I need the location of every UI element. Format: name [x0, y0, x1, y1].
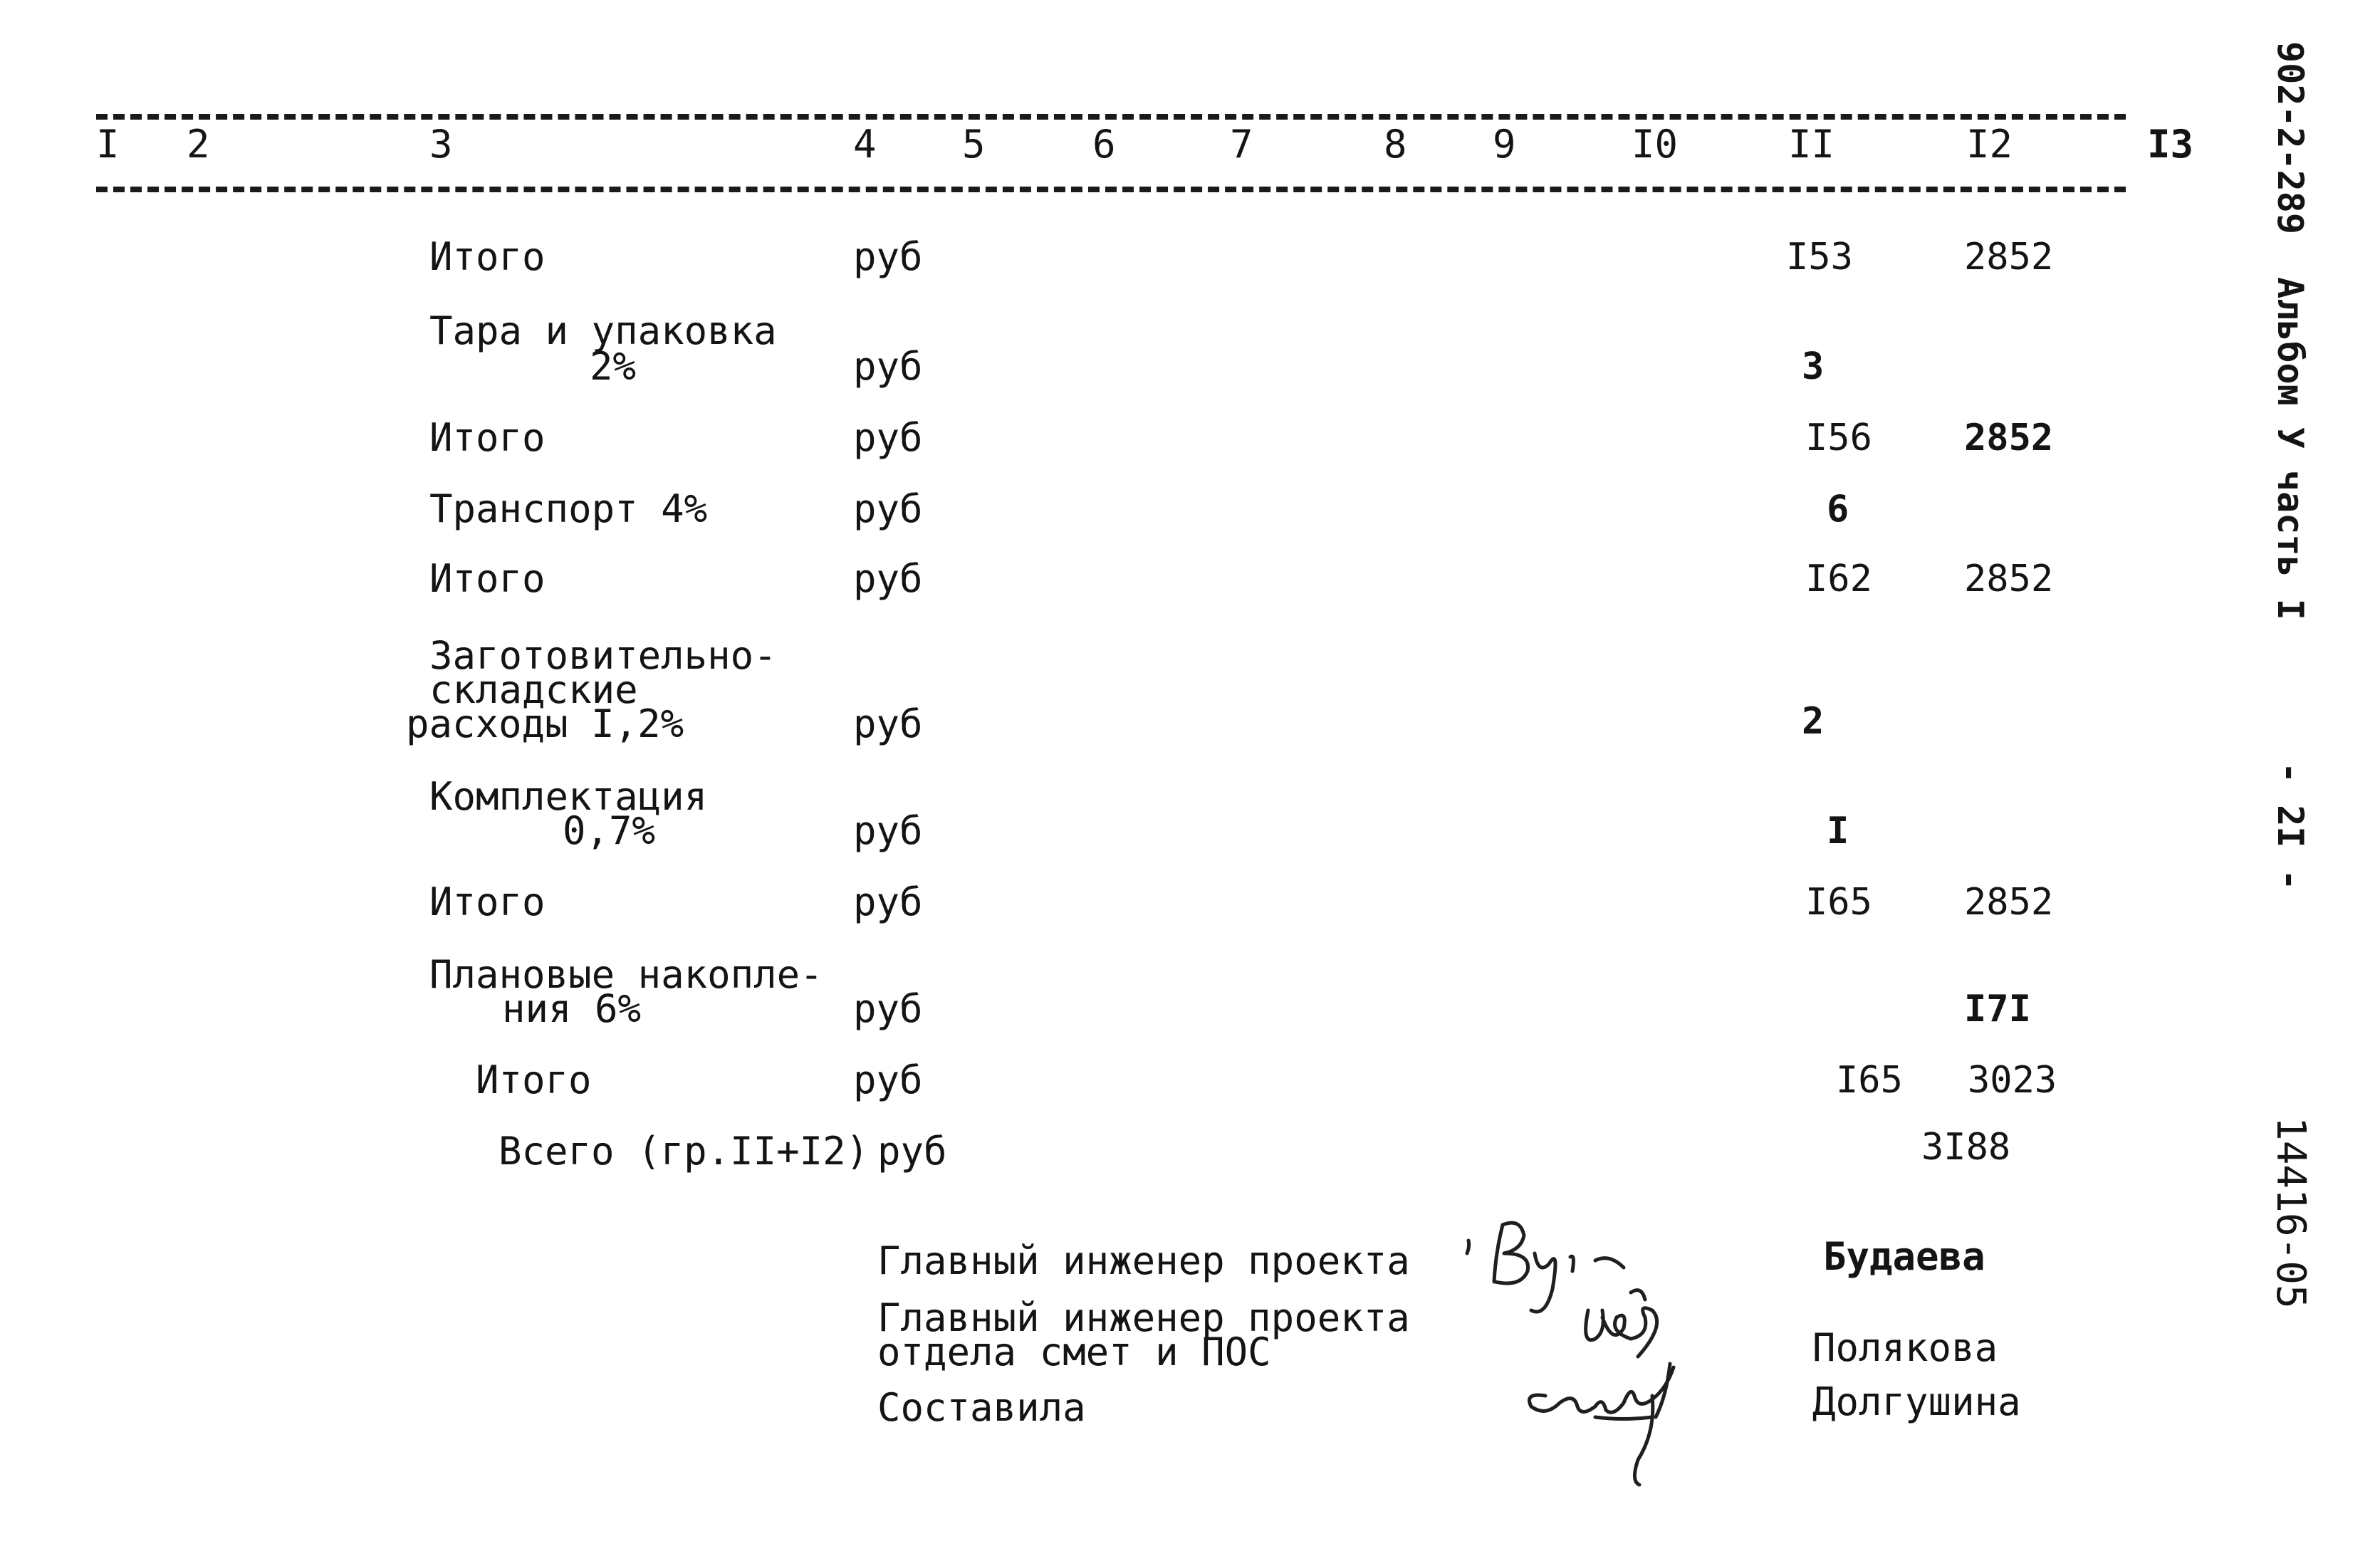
page-number: - 2I - — [2270, 762, 2311, 891]
row-col12-value: 2852 — [1964, 417, 2054, 459]
grand-total-label: Всего (гр.II+I2) — [499, 1129, 870, 1174]
column-number: 2 — [187, 122, 210, 167]
column-number: I2 — [1966, 122, 2013, 167]
grand-total-value: 3I88 — [1921, 1126, 2011, 1169]
column-number: 6 — [1092, 122, 1116, 167]
row-label: Транспорт 4% — [429, 486, 708, 531]
row-col12-value: 2852 — [1964, 236, 2054, 278]
row-label: Итого — [429, 415, 546, 460]
row-label: 2% — [590, 344, 637, 389]
column-number: 9 — [1493, 122, 1516, 167]
row-label: Итого — [429, 234, 546, 279]
signature-role: отдела смет и ПОС — [877, 1330, 1271, 1374]
row-col12-value: 3023 — [1968, 1059, 2057, 1102]
column-number: 3 — [429, 122, 453, 167]
row-label: Плановые накопле- — [429, 952, 823, 997]
row-label: складские — [429, 667, 638, 712]
row-col11-value: I53 — [1786, 236, 1853, 278]
document-code: 14416-05 — [2267, 1117, 2314, 1309]
album-reference: 902-2-289 Альбом У часть I — [2270, 41, 2311, 620]
signature-name: Долгушина — [1812, 1379, 2021, 1424]
row-label: расходы I,2% — [406, 701, 684, 746]
header-top-rule — [96, 114, 2126, 120]
row-label: Итого — [429, 879, 546, 924]
signature-name: Полякова — [1812, 1325, 1998, 1370]
row-unit: руб — [853, 986, 923, 1031]
signature-role: Главный инженер проекта — [877, 1238, 1410, 1283]
row-label: Тара и упаковка — [429, 308, 777, 353]
row-unit: руб — [853, 344, 923, 389]
column-number: 7 — [1230, 122, 1253, 167]
row-col11-value: I65 — [1836, 1059, 1903, 1102]
row-label: 0,7% — [563, 808, 656, 853]
row-unit: руб — [853, 701, 923, 746]
column-number: 8 — [1384, 122, 1407, 167]
row-unit: руб — [853, 486, 923, 531]
column-number: I — [96, 122, 120, 167]
row-col12-value: 2852 — [1964, 558, 2054, 600]
row-col11-value: I62 — [1805, 558, 1872, 600]
signature-name: Будаева — [1823, 1234, 1985, 1279]
row-col12-value: 2852 — [1964, 881, 2054, 924]
signature-role: Главный инженер проекта — [877, 1295, 1410, 1340]
row-unit: руб — [853, 1058, 923, 1102]
column-number: II — [1788, 122, 1835, 167]
row-label: Итого — [429, 556, 546, 601]
row-label: Комплектация — [429, 774, 708, 819]
column-number: 5 — [962, 122, 986, 167]
row-col12-value: I7I — [1964, 988, 2031, 1030]
row-unit: руб — [853, 415, 923, 460]
row-col11-value: I — [1827, 810, 1849, 852]
column-number: I3 — [2147, 122, 2194, 167]
column-number: 4 — [853, 122, 877, 167]
row-label: ния 6% — [502, 986, 642, 1031]
row-col11-value: I65 — [1805, 881, 1872, 924]
row-unit: руб — [853, 808, 923, 853]
row-unit: руб — [853, 879, 923, 924]
row-col11-value: 6 — [1827, 488, 1849, 531]
row-label: Заготовительно- — [429, 633, 777, 678]
row-col11-value: 2 — [1802, 700, 1825, 743]
column-number: I0 — [1632, 122, 1679, 167]
grand-total-unit: руб — [877, 1129, 947, 1174]
row-unit: руб — [853, 556, 923, 601]
row-col11-value: 3 — [1802, 345, 1825, 388]
handwritten-signatures — [1453, 1203, 1709, 1503]
row-unit: руб — [853, 234, 923, 279]
header-bottom-rule — [96, 187, 2126, 192]
signature-role: Составила — [877, 1385, 1086, 1430]
row-label: Итого — [476, 1058, 592, 1102]
row-col11-value: I56 — [1805, 417, 1872, 459]
